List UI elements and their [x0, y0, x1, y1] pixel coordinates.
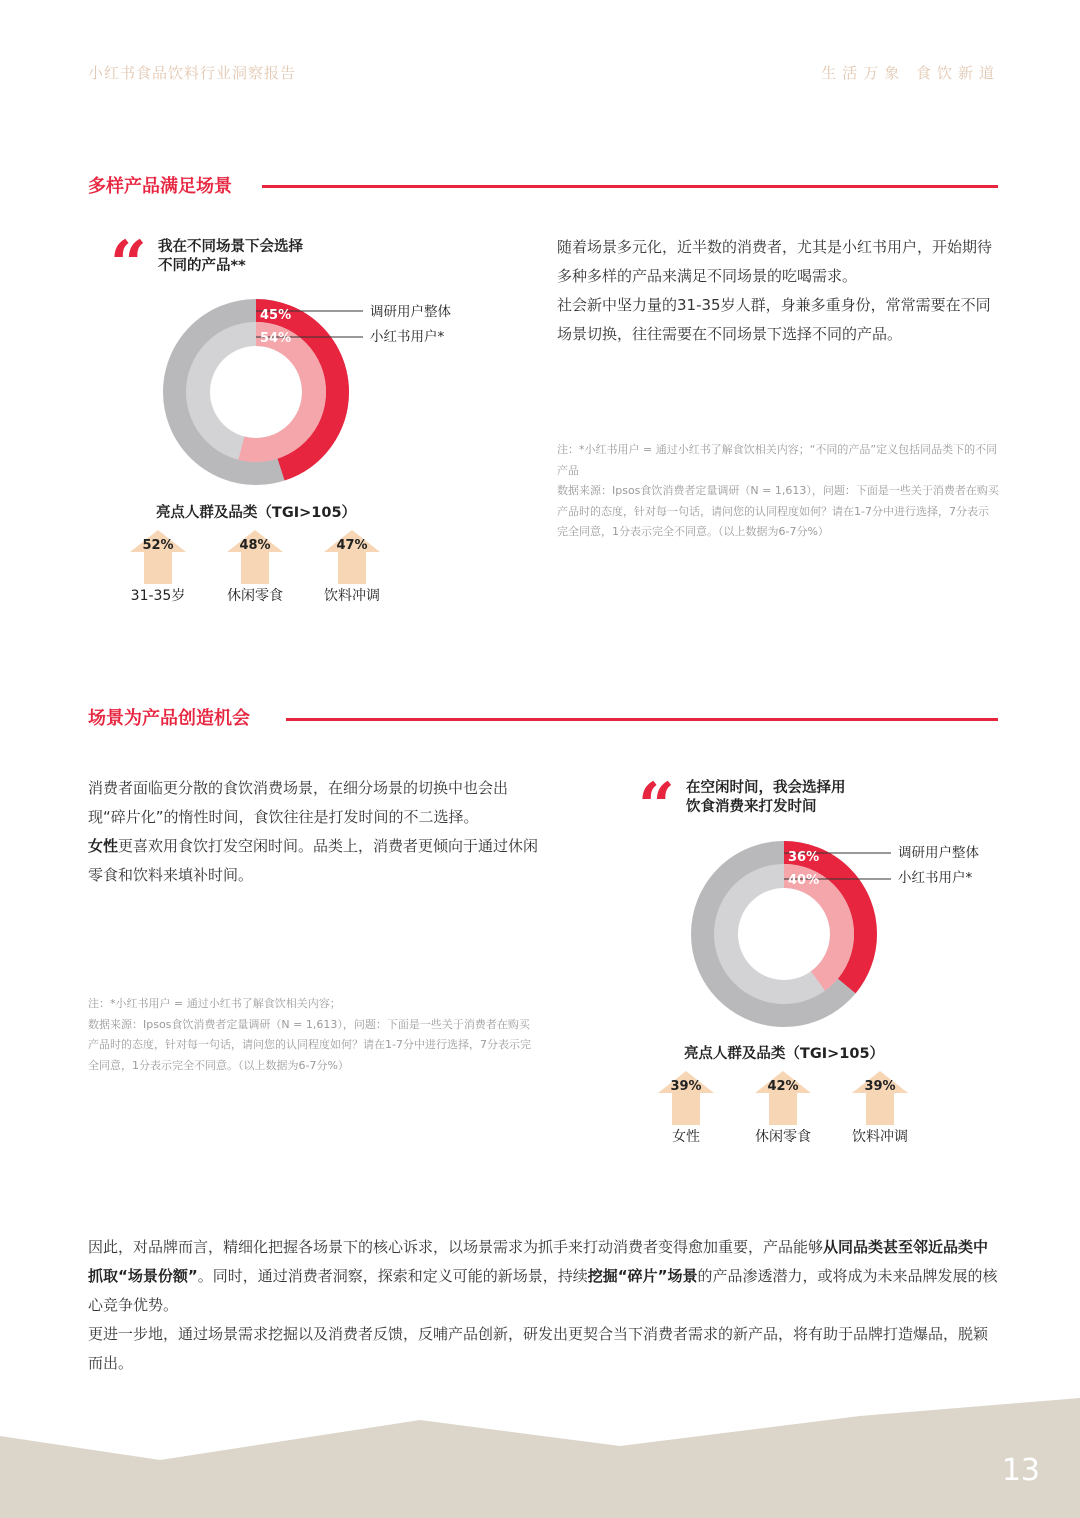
highlight-title: 亮点人群及品类（TGI>105） — [683, 1046, 885, 1062]
footer-band — [0, 1398, 1080, 1518]
quote-text: 在空闲时间，我会选择用 饮食消费来打发时间 — [686, 780, 846, 815]
report-title: 小红书食品饮料行业洞察报告 — [88, 64, 297, 82]
conclusion-text: 因此，对品牌而言，精细化把握各场景下的核心诉求，以场景需求为抓手来打动消费者变得愈加重要，产品能够从同品类甚至邻近品类中抓取“场景份额”。同时，通过消费者洞察，探索和定义可能的新场景，持续挖掘“碎片”场景的产品渗透潜力，或将成为未来品牌发展的核心竞争优势。 更进一步地，通过场景需求挖掘以及消费者反馈，反哺产品创新，研发出更契合当下消费者需求的新产品，将有助于品牌打造爆品，脱颖而出。 — [88, 1238, 998, 1372]
highlight-arrow — [130, 530, 186, 584]
inner-pct-label: 54% — [260, 331, 292, 346]
quote-text: 我在不同场景下会选择 不同的产品** — [158, 239, 303, 274]
quote-icon: “ — [638, 769, 675, 844]
legend-outer: 调研用户整体 — [898, 845, 979, 861]
highlight-label: 31-35岁 — [130, 588, 186, 604]
page-number: 13 — [1001, 1453, 1040, 1488]
legend-inner: 小红书用户* — [370, 329, 445, 345]
highlight-label: 女性 — [672, 1129, 700, 1145]
section-divider — [262, 185, 998, 188]
quote-icon: “ — [110, 227, 147, 302]
outer-pct-label: 36% — [788, 850, 820, 865]
highlight-pct: 52% — [142, 538, 174, 553]
highlight-pct: 39% — [670, 1079, 702, 1094]
highlight-pct: 39% — [864, 1079, 896, 1094]
highlight-label: 饮料冲调 — [852, 1129, 908, 1145]
highlight-pct: 47% — [336, 538, 368, 553]
highlight-arrow — [658, 1071, 714, 1125]
highlight-arrow — [227, 530, 283, 584]
highlight-arrow — [852, 1071, 908, 1125]
highlight-pct: 48% — [239, 538, 271, 553]
donut-chart — [678, 832, 1008, 1037]
inner-pct-label: 40% — [788, 873, 820, 888]
section-title: 多样产品满足场景 — [88, 176, 232, 197]
highlight-arrow — [324, 530, 380, 584]
section-body: 随着场景多元化，近半数的消费者，尤其是小红书用户，开始期待多种多样的产品来满足不同场景的吃喝需求。 社会新中坚力量的31-35岁人群，身兼多重身份，常常需要在不同场景切换，往往需要在不同场景下选择不同的产品。 — [557, 238, 993, 343]
footnote: 注：*小红书用户 = 通过小红书了解食饮相关内容； 数据来源：Ipsos食饮消费者定量调研（N = 1,613），问题：下面是一些关于消费者在购买产品时的态度，针对每一句话，请问您的认同程度如何？请在1-7分中进行选择，7分表示完全同意，1分表示完全不同意。（以上数据为6-7分%） — [88, 997, 531, 1072]
section-title: 场景为产品创造机会 — [88, 708, 250, 729]
report-slogan: 生活万象 食饮新道 — [821, 64, 1000, 82]
donut-chart — [150, 290, 480, 495]
section-body: 消费者面临更分散的食饮消费场景，在细分场景的切换中也会出现“碎片化”的惰性时间，食饮往往是打发时间的不二选择。 女性更喜欢用食饮打发空闲时间。品类上，消费者更倾向于通过休闲零食和饮料来填补时间。 — [88, 779, 539, 884]
legend-inner: 小红书用户* — [898, 870, 973, 886]
highlight-label: 休闲零食 — [227, 588, 283, 604]
highlight-pct: 42% — [767, 1079, 799, 1094]
highlight-label: 饮料冲调 — [324, 588, 380, 604]
footnote: 注：*小红书用户 = 通过小红书了解食饮相关内容；“不同的产品”定义包括同品类下的不同产品 数据来源：Ipsos食饮消费者定量调研（N = 1,613），问题：下面是一些关于消费者在购买产品时的态度，针对每一句话，请问您的认同程度如何？请在1-7分中进行选择，7分表示完全同意，1分表示完全不同意。（以上数据为6-7分%） — [557, 443, 999, 538]
legend-outer: 调研用户整体 — [370, 304, 451, 320]
highlight-title: 亮点人群及品类（TGI>105） — [155, 505, 357, 521]
highlight-label: 休闲零食 — [755, 1129, 811, 1145]
outer-pct-label: 45% — [260, 308, 292, 323]
section-divider — [286, 718, 998, 721]
highlight-arrow — [755, 1071, 811, 1125]
